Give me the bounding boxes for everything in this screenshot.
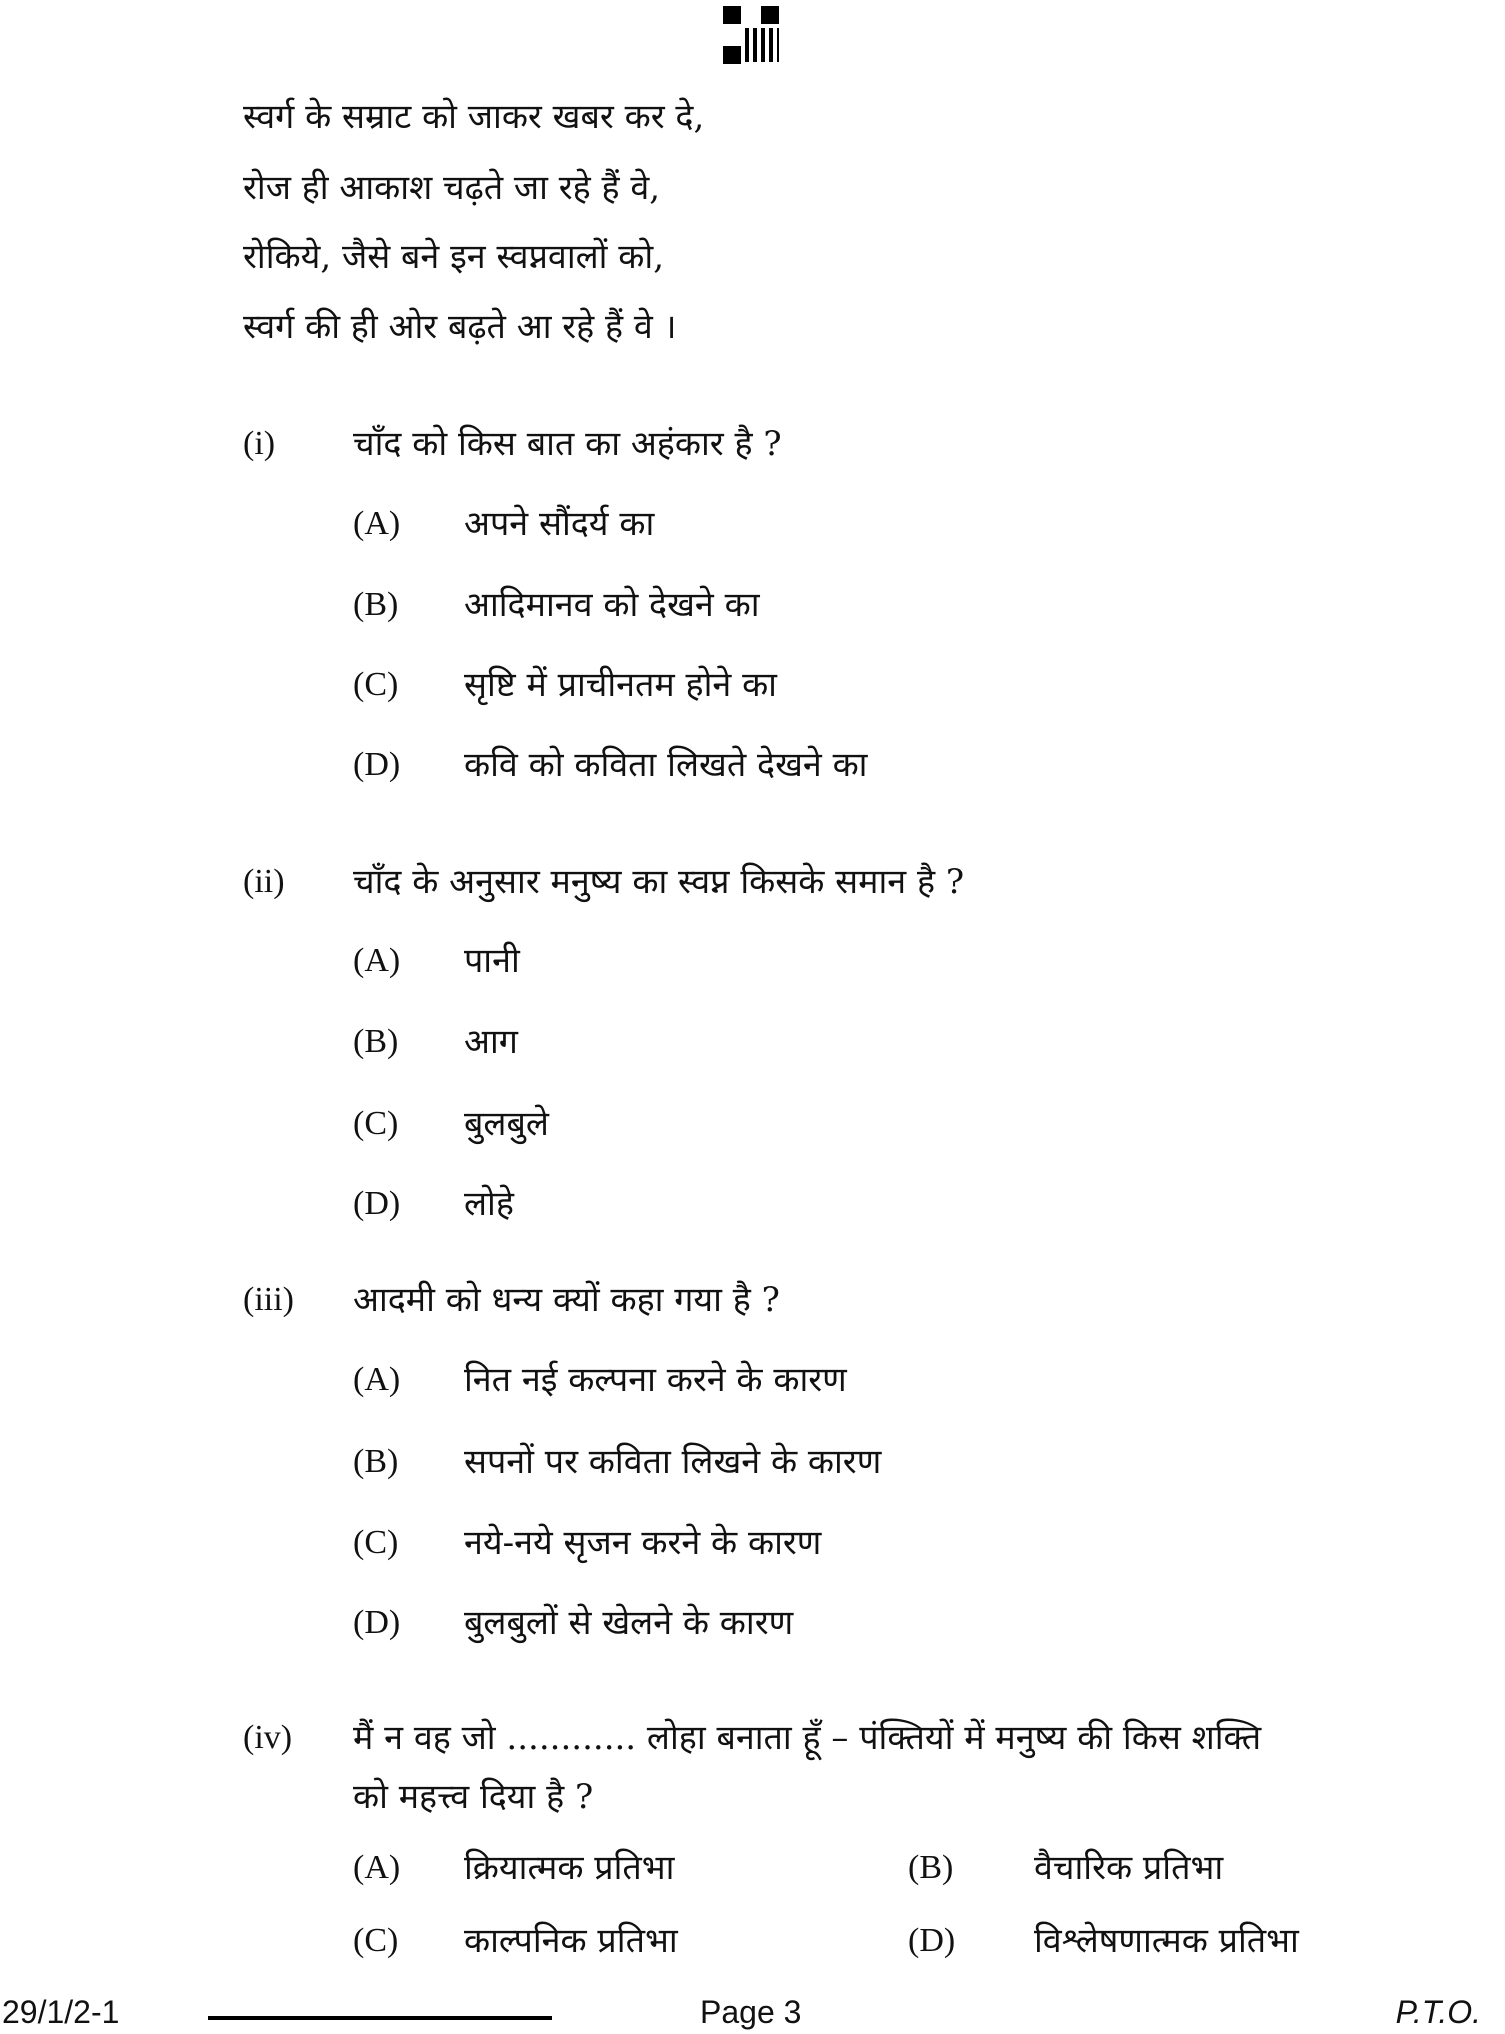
option-text: नित नई कल्पना करने के कारण — [464, 1360, 847, 1400]
option-text: वैचारिक प्रतिभा — [1034, 1848, 1224, 1888]
poem-line: स्वर्ग की ही ओर बढ़ते आ रहे हैं वे । — [243, 307, 677, 347]
option-label: (B) — [353, 586, 399, 623]
option-text: आग — [464, 1022, 518, 1062]
option-text: सृष्टि में प्राचीनतम होने का — [464, 665, 777, 705]
option-label: (B) — [353, 1443, 399, 1480]
paper-code: 29/1/2-1 — [2, 1994, 120, 2030]
question-text-continued: को महत्त्व दिया है ? — [353, 1777, 594, 1817]
option-text: सपनों पर कविता लिखने के कारण — [464, 1442, 882, 1482]
option-text: नये-नये सृजन करने के कारण — [464, 1523, 822, 1563]
option-label: (A) — [353, 1849, 401, 1886]
option-text: विश्लेषणात्मक प्रतिभा — [1034, 1921, 1299, 1961]
poem-line: स्वर्ग के सम्राट को जाकर खबर कर दे, — [243, 97, 705, 137]
option-text: क्रियात्मक प्रतिभा — [464, 1848, 675, 1888]
question-text: मैं न वह जो ............ लोहा बनाता हूँ – पंक्तियों में मनुष्य की किस शक्ति — [353, 1718, 1262, 1758]
option-text: लोहे — [464, 1184, 514, 1224]
option-label: (D) — [353, 1604, 401, 1641]
option-label: (B) — [353, 1023, 399, 1060]
option-label: (D) — [353, 1185, 401, 1222]
question-number: (iv) — [243, 1719, 293, 1756]
option-label: (B) — [908, 1849, 954, 1886]
pto-label: P.T.O. — [1395, 1994, 1481, 2030]
option-label: (C) — [353, 1922, 399, 1959]
question-text: आदमी को धन्य क्यों कहा गया है ? — [353, 1280, 780, 1320]
option-text: आदिमानव को देखने का — [464, 585, 760, 625]
page-number: Page 3 — [700, 1994, 802, 2030]
poem-line: रोकिये, जैसे बने इन स्वप्नवालों को, — [243, 237, 665, 277]
option-text: अपने सौंदर्य का — [464, 504, 655, 544]
option-label: (D) — [908, 1922, 956, 1959]
question-number: (ii) — [243, 863, 285, 900]
option-text: काल्पनिक प्रतिभा — [464, 1921, 678, 1961]
option-text: कवि को कविता लिखते देखने का — [464, 745, 868, 785]
option-label: (D) — [353, 746, 401, 783]
question-number: (iii) — [243, 1281, 294, 1318]
qr-code — [723, 6, 779, 64]
option-label: (A) — [353, 942, 401, 979]
question-text: चाँद के अनुसार मनुष्य का स्वप्न किसके समान है ? — [353, 862, 965, 902]
option-label: (C) — [353, 1105, 399, 1142]
option-label: (A) — [353, 505, 401, 542]
question-number: (i) — [243, 425, 276, 462]
option-label: (A) — [353, 1361, 401, 1398]
option-label: (C) — [353, 1524, 399, 1561]
option-text: पानी — [464, 941, 520, 981]
option-text: बुलबुले — [464, 1104, 549, 1144]
option-text: बुलबुलों से खेलने के कारण — [464, 1603, 794, 1643]
question-text: चाँद को किस बात का अहंकार है ? — [353, 424, 782, 464]
option-label: (C) — [353, 666, 399, 703]
poem-line: रोज ही आकाश चढ़ते जा रहे हैं वे, — [243, 168, 661, 208]
footer-rule — [208, 2016, 552, 2020]
